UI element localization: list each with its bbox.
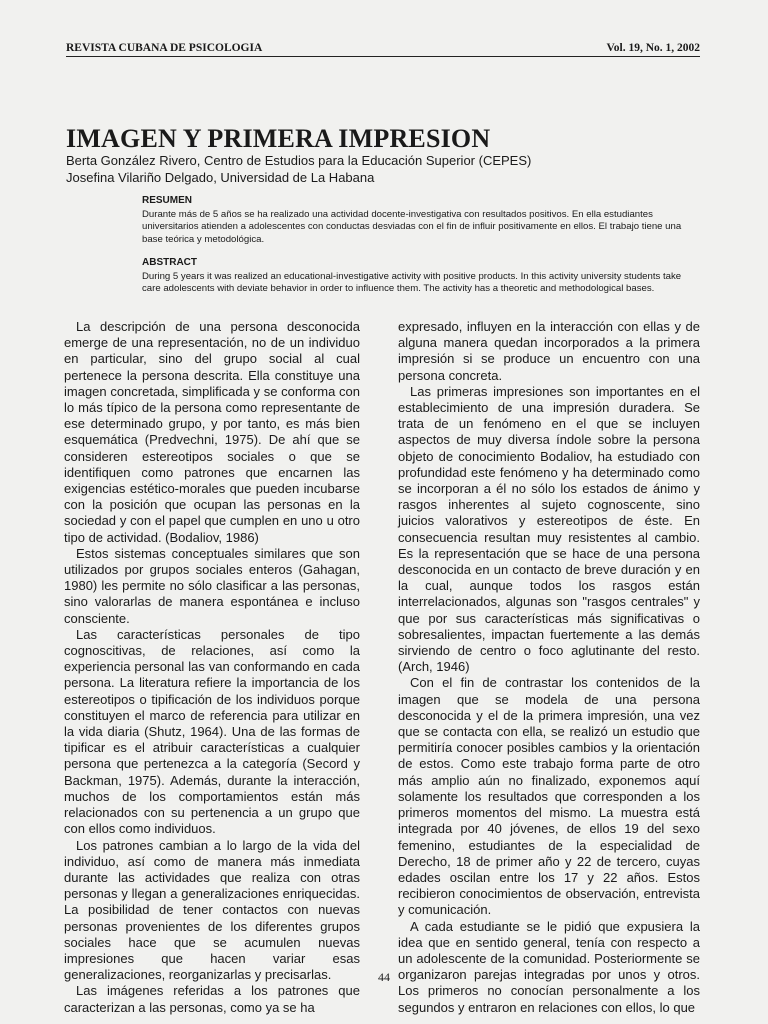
- article-title: IMAGEN Y PRIMERA IMPRESION: [66, 124, 491, 153]
- abstract-heading: ABSTRACT: [142, 257, 197, 268]
- body-column-left: [64, 319, 360, 1016]
- resumen-section: [142, 195, 702, 246]
- author-line: Josefina Vilariño Delgado, Universidad de La Habana: [66, 170, 375, 185]
- resumen-text: Durante más de 5 años se ha realizado una actividad docente-investigativa con resultados positivos. En ella estudiantes universitarios atienden a adolescentes con conductas desviadas con el fin de influir positivamente en ellos. El trabajo tiene una base teórica y metodológica.: [142, 208, 682, 245]
- body-paragraph: Los patrones cambian a lo largo de la vida del individuo, así como de manera más inmediata durante las actividades que realiza con otras personas y llegan a generalizaciones enriquecidas. La posibilidad de tener contactos con nuevas personas provenientes de los diferentes grupos sociales hace que se acumulen nuevas impresiones que hacen variar esas generalizaciones, reorganizarlas y precisarlas.: [64, 837, 360, 983]
- journal-name: REVISTA CUBANA DE PSICOLOGIA: [66, 42, 263, 54]
- abstract-text: During 5 years it was realized an educational-investigative activity with positive products. In this activity university students take care adolescents with deviate behavior in order to influence them. The activity has a theoretic and methodological bases.: [142, 270, 682, 295]
- author-line: Berta González Rivero, Centro de Estudios para la Educación Superior (CEPES): [66, 153, 532, 168]
- body-paragraph: Estos sistemas conceptuales similares que son utilizados por grupos sociales enteros (Gahagan, 1980) les permite no sólo clasificar a las personas, sino valorarlas de manera espontánea e incluso consciente.: [64, 545, 360, 626]
- body-paragraph: Las características personales de tipo cognoscitivas, de relaciones, así como la experiencia personal las van conformando en cada persona. La literatura refiere la importancia de los estereotipos o tipificación de los individuos porque constituyen el marco de referencia para utilizar en la vida diaria (Shutz, 1964). Una de las formas de tipificar es el atribuir características a cualquier persona que pertenezca a la categoría (Secord y Backman, 1975). Además, durante la interacción, muchos de los comportamientos están más relacionados con su pertenencia a un grupo que con ellos como individuos.: [64, 626, 360, 837]
- running-header: [66, 42, 700, 57]
- body-paragraph: Las imágenes referidas a los patrones que caracterizan a las personas, como ya se ha: [64, 983, 360, 1015]
- resumen-heading: RESUMEN: [142, 195, 193, 206]
- body-paragraph: La descripción de una persona desconocida emerge de una representación, no de un individuo en particular, sino del grupo social al cual pertenece la persona descrita. Ella constituye una imagen concretada, simplificada y se conforma con lo más típico de la persona como representante de ese determinado grupo, y por tanto, es más bien esquemática (Predvechni, 1975). De ahí que se consideren estereotipos sociales o que se identifiquen como patrones que encarnen las exigencias estético-morales que pueden incubarse con la posición que ocupan las personas en la sociedad y con el papel que cumplen en uno u otro tipo de actividad. (Bodaliov, 1986): [64, 319, 360, 545]
- author-list: [66, 152, 531, 186]
- body-column-right: [398, 319, 700, 1016]
- body-paragraph: Las primeras impresiones son importantes en el establecimiento de una impresión duradera. Se trata de un fenómeno en el que se incluyen aspectos de muy diversa índole sobre la persona objeto de conocimiento Bodaliov, ha estudiado con profundidad este fenómeno y ha determinado como se incorporan a él no sólo los estados de ánimo y rasgos inherentes al sujeto cognoscente, sino juicios valorativos y estereotipos de éste. En consecuencia resultan muy resistentes al cambio. Es la representación que se hace de una persona desconocida en un contacto de breve duración y en la cual, aunque todos los rasgos están interrelacionados, algunas son "rasgos centrales" y que por sus características más significativas o sobresalientes, impactan fuertemente a las demás sirviendo de centro o foco aglutinante del resto. (Arch, 1946): [398, 383, 700, 675]
- body-paragraph: Con el fin de contrastar los contenidos de la imagen que se modela de una persona desconocida y el de la primera impresión, una vez que se contacta con ella, se realizó un estudio que permitiría conocer posibles cambios y la orientación de estos. Como este trabajo forma parte de otro más amplio aún no finalizado, exponemos aquí solamente los resultados que corresponden a los primeros momentos del mismo. La muestra está integrada por 40 jóvenes, de ellos 19 del sexo femenino, estudiantes de la especialidad de Derecho, 18 de primer año y 22 de tercero, cuyas edades oscilan entre los 17 y 22 años. Estos recibieron conocimientos de observación, entrevista y comunicación.: [398, 675, 700, 918]
- abstract-section: [142, 257, 702, 296]
- body-paragraph: expresado, influyen en la interacción con ellas y de alguna manera quedan incorporados a la primera impresión si se produce un encuentro con una persona concreta.: [398, 319, 700, 383]
- volume-info: Vol. 19, No. 1, 2002: [606, 42, 700, 54]
- page-number: 44: [378, 970, 390, 984]
- body-paragraph: A cada estudiante se le pidió que expusiera la idea que en sentido general, tenía con respecto a un adolescente de la comunidad. Posteriormente se organizaron parejas integradas por unos y otros. Los primeros no conocían personalmente a los segundos y entraron en relaciones con ellos, lo que: [398, 918, 700, 1015]
